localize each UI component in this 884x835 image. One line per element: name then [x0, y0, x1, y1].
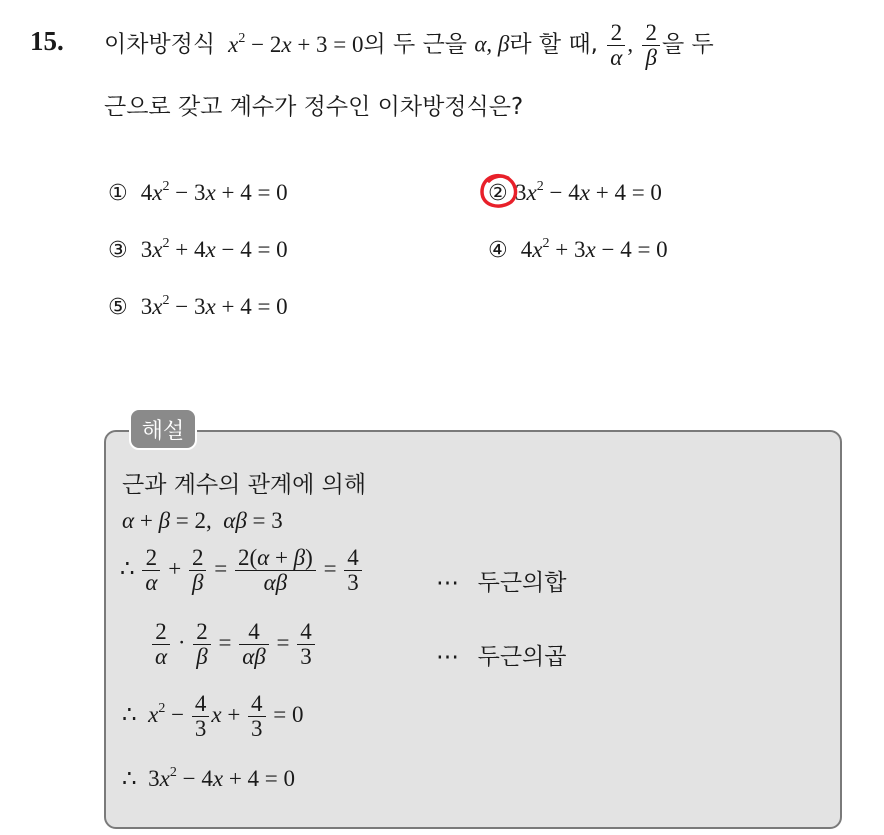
- solution-sum-line: ∴ $\frac{2}{\alpha}$ + $\frac{2}{\beta}$ = $\frac{2(\alpha + \beta)}{\alpha\beta}$ = $\frac{4}{3}$: [120, 546, 364, 595]
- solution-line-1: 근과 계수의 관계에 의해: [122, 472, 367, 498]
- question-ra: 라 할 때,: [509, 31, 598, 58]
- question-equation: $x^2 - 2x + 3 = 0$: [228, 30, 364, 57]
- choice-1-symbol: ①: [108, 181, 128, 206]
- question-line-1: 이차방정식 $x^2 - 2x + 3 = 0$의 두 근을 α, β라 할 때, $\frac{2}{\alpha}$ , $\frac{2}{\beta}$ 을 두: [104, 20, 714, 71]
- choice-4-symbol: ④: [488, 238, 508, 263]
- question-number: 15.: [30, 26, 64, 56]
- solution-tag: 해설: [129, 408, 197, 450]
- choice-5[interactable]: ⑤ $3x^2 - 3x + 4 = 0$: [108, 293, 288, 320]
- question-after-eq: 의 두 근을: [363, 31, 468, 58]
- choice-2-symbol: ②: [488, 181, 508, 206]
- sum-numerator: 2(α + β): [235, 546, 316, 571]
- choice-3-symbol: ③: [108, 238, 128, 263]
- solution-product-line: $\frac{2}{\alpha}$ · $\frac{2}{\beta}$ = $\frac{4}{\alpha\beta}$ = $\frac{4}{3}$: [150, 620, 317, 669]
- answer-circle-mark-icon: [478, 172, 520, 212]
- choice-2[interactable]: ② $3x^2 - 4x + 4 = 0$: [488, 179, 662, 206]
- solution-final-line: ∴ $3x^2 - 4x + 4 = 0$: [122, 765, 296, 791]
- question-intro: 이차방정식: [104, 31, 216, 58]
- product-label: 두근의곱: [477, 644, 567, 670]
- question-eul: 을 두: [661, 31, 714, 58]
- solution-equation-line: ∴ $x^2$ − $\frac{4}{3}$ x + $\frac{4}{3}$ = 0: [122, 691, 304, 742]
- product-label-row: ⋯ 두근의곱: [436, 644, 567, 670]
- choice-3[interactable]: ③ $3x^2 + 4x - 4 = 0$: [108, 236, 288, 263]
- fraction-2-over-beta: $\frac{2}{\beta}$: [642, 21, 660, 70]
- choice-1[interactable]: ① $4x^2 - 3x + 4 = 0$: [108, 179, 288, 206]
- choice-5-symbol: ⑤: [108, 295, 128, 320]
- solution-line-2: α + β = 2, αβ = 3: [122, 508, 283, 533]
- question-roots: α, β: [474, 31, 510, 57]
- question-line-2: 근으로 갖고 계수가 정수인 이차방정식은?: [104, 94, 524, 120]
- fraction-2-over-alpha: $\frac{2}{\alpha}$: [607, 21, 625, 70]
- choice-4[interactable]: ④ $4x^2 + 3x - 4 = 0$: [488, 236, 668, 263]
- sum-label-row: ⋯ 두근의합: [436, 570, 567, 596]
- sum-label: 두근의합: [477, 570, 567, 596]
